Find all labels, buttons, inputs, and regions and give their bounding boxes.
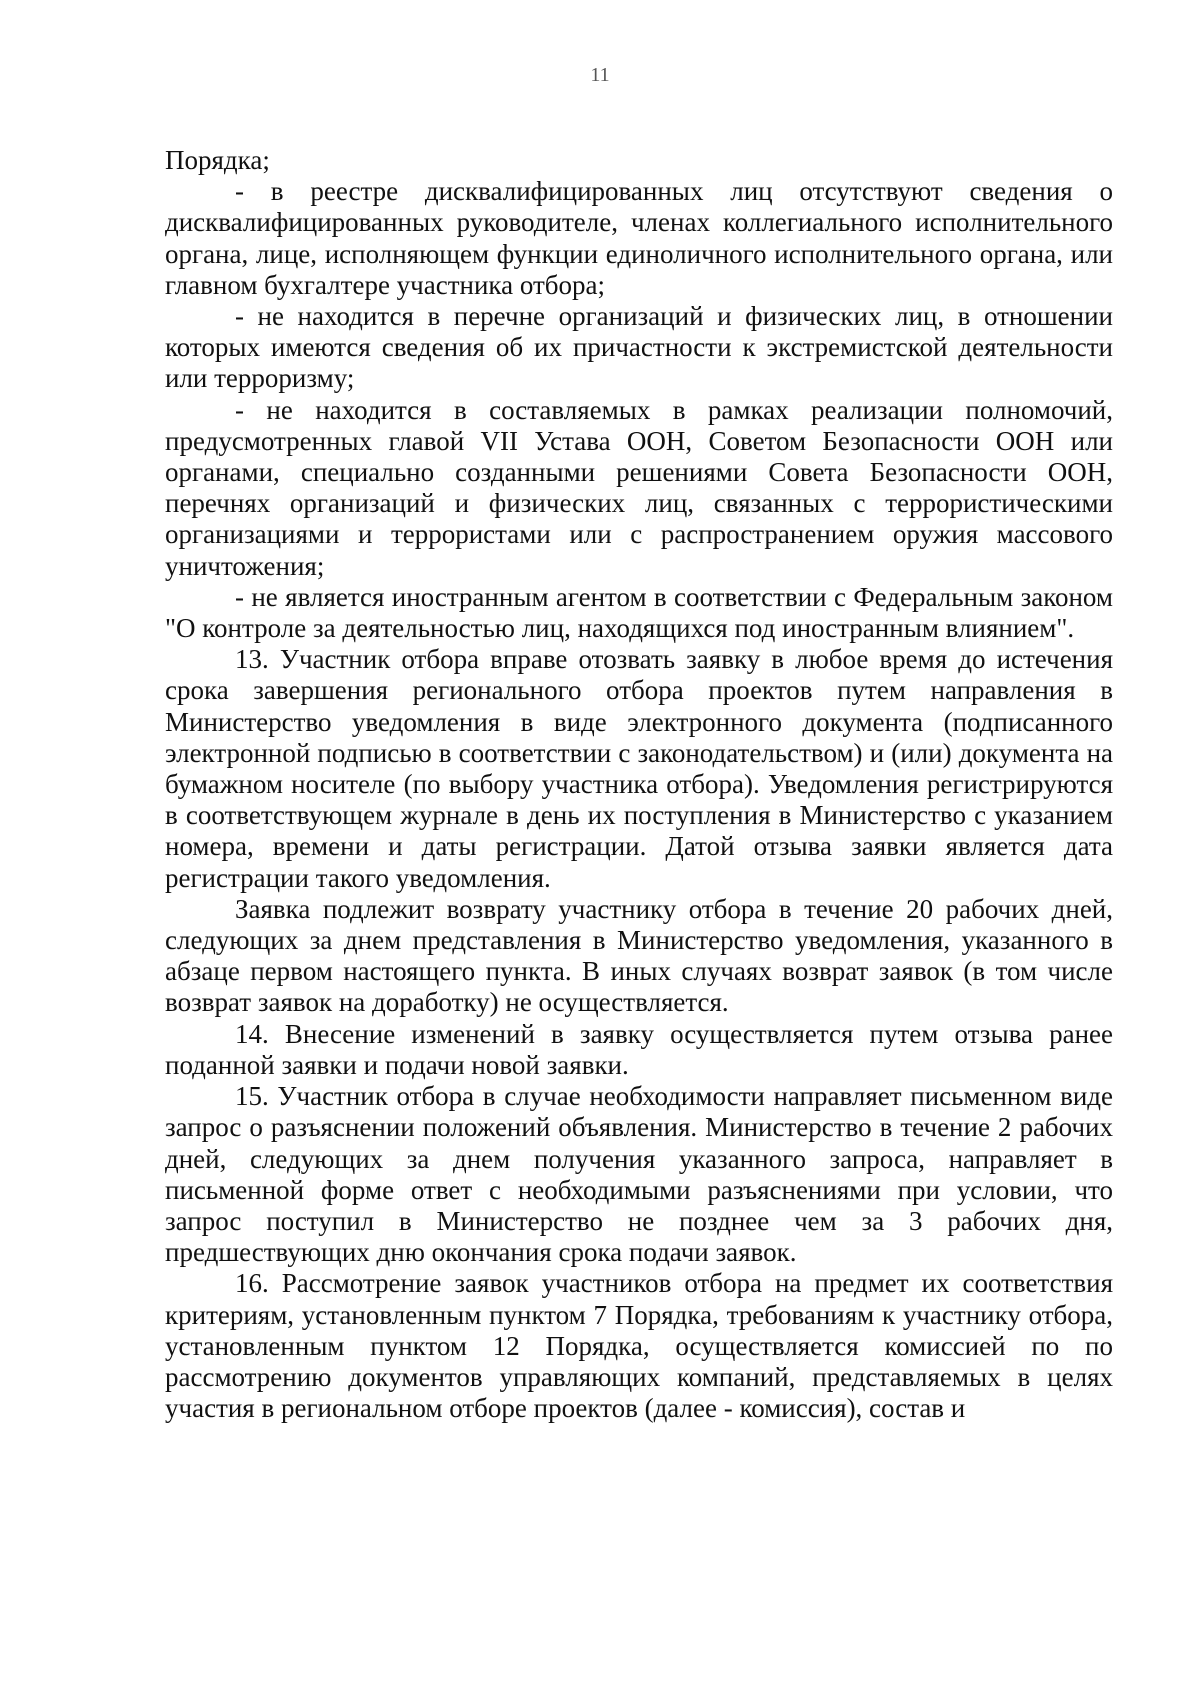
paragraph-application-return: Заявка подлежит возврату участнику отбора в течение 20 рабочих дней, следующих за днем представления в Министерство уведомления, указанного в абзаце первом настоящего пункта. В иных случаях возврат заявок (в том числе возврат заявок на доработку) не осуществляется.: [165, 893, 1113, 1018]
page-number: 11: [590, 64, 610, 86]
paragraph-disqualified-persons: - в реестре дисквалифицированных лиц отсутствуют сведения о дисквалифицированных руководителе, членах коллегиального исполнительного органа, лице, исполняющем функции единоличного исполнительного органа, или главном бухгалтере участника отбора;: [165, 176, 1113, 300]
paragraph-item-16: 16. Рассмотрение заявок участников отбора на предмет их соответствия критериям, установленным пунктом 7 Порядка, требованиям к участнику отбора, установленным пунктом 12 Порядка, осуществляется комиссией по по рассмотрению документов управляющих компаний, представляемых в целях участия в региональном отборе проектов (далее - комиссия), состав и: [165, 1268, 1113, 1424]
paragraph-foreign-agent: - не является иностранным агентом в соответствии с Федеральным законом "О контроле за деятельностью лиц, находящихся под иностранным влиянием".: [165, 581, 1113, 644]
paragraph-continuation: Порядка;: [165, 145, 270, 175]
paragraph-item-14: 14. Внесение изменений в заявку осуществляется путем отзыва ранее поданной заявки и подачи новой заявки.: [165, 1018, 1113, 1080]
document-body: [165, 145, 1113, 1424]
paragraph-extremism-list: - не находится в перечне организаций и физических лиц, в отношении которых имеются сведения об их причастности к экстремистской деятельности или терроризму;: [165, 301, 1113, 394]
paragraph-un-security-council: - не находится в составляемых в рамках реализации полномочий, предусмотренных главой VII Устава ООН, Советом Безопасности ООН или органами, специально созданными решениями Совета Безопасности ООН, перечнях организаций и физических лиц, связанных с террористическими организациями и террористами или с распространением оружия массового уничтожения;: [165, 394, 1113, 581]
paragraph-item-13: 13. Участник отбора вправе отозвать заявку в любое время до истечения срока завершения регионального отбора проектов путем направления в Министерство уведомления в виде электронного документа (подписанного электронной подписью в соответствии с законодательством) и (или) документа на бумажном носителе (по выбору участника отбора). Уведомления регистрируются в соответствующем журнале в день их поступления в Министерство с указанием номера, времени и даты регистрации. Датой отзыва заявки является дата регистрации такого уведомления.: [165, 644, 1113, 893]
paragraph-item-15: 15. Участник отбора в случае необходимости направляет письменном виде запрос о разъяснении положений объявления. Министерство в течение 2 рабочих дней, следующих за днем получения указанного запроса, направляет в письменной форме ответ с необходимыми разъяснениями при условии, что запрос поступил в Министерство не позднее чем за 3 рабочих дня, предшествующих дню окончания срока подачи заявок.: [165, 1081, 1113, 1268]
